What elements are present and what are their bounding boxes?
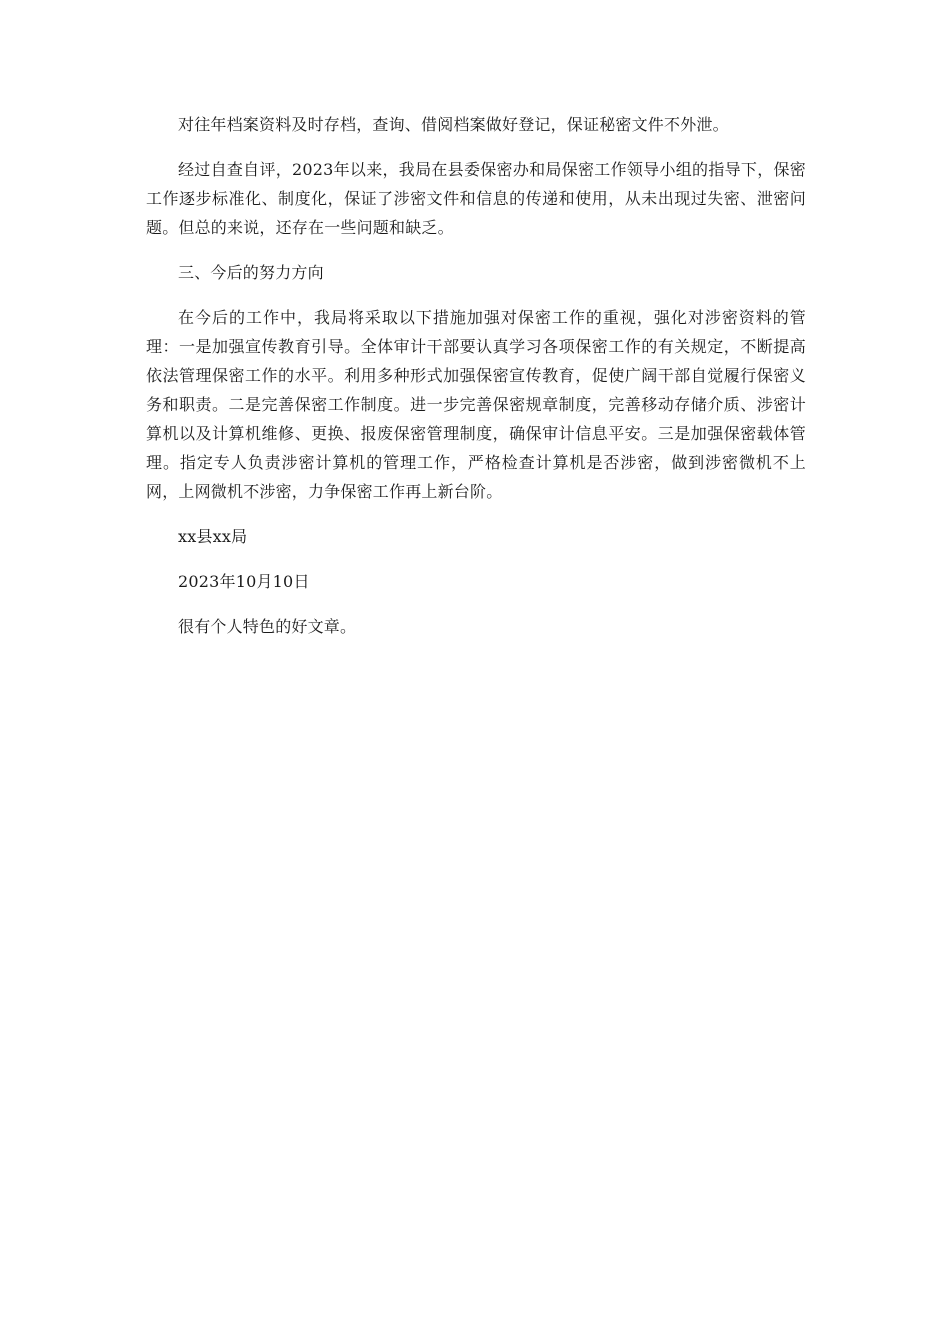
paragraph-measures: 在今后的工作中，我局将采取以下措施加强对保密工作的重视，强化对涉密资料的管理：一是加强宣传教育引导。全体审计干部要认真学习各项保密工作的有关规定，不断提高依法管理保密工作的水平。利用多种形式加强保密宣传教育，促使广阔干部自觉履行保密义务和职责。二是完善保密工作制度。进一步完善保密规章制度，完善移动存储介质、涉密计算机以及计算机维修、更换、报废保密管理制度，确保审计信息平安。三是加强保密载体管理。指定专人负责涉密计算机的管理工作，严格检查计算机是否涉密，做到涉密微机不上网，上网微机不涉密，力争保密工作再上新台阶。: [146, 308, 806, 501]
document-page: [146, 110, 806, 657]
closing-comment: 很有个人特色的好文章。: [178, 617, 357, 636]
section-heading-future-direction: 三、今后的努力方向: [178, 263, 324, 282]
paragraph-self-assessment: 经过自查自评，2023年以来，我局在县委保密办和局保密工作领导小组的指导下，保密工作逐步标准化、制度化，保证了涉密文件和信息的传递和使用，从未出现过失密、泄密问题。但总的来说，还存在一些问题和缺乏。: [146, 160, 806, 237]
signature-organization: xx县xx局: [178, 527, 248, 546]
paragraph-archive: 对往年档案资料及时存档，查询、借阅档案做好登记，保证秘密文件不外泄。: [178, 115, 729, 134]
signature-date: 2023年10月10日: [178, 572, 310, 591]
